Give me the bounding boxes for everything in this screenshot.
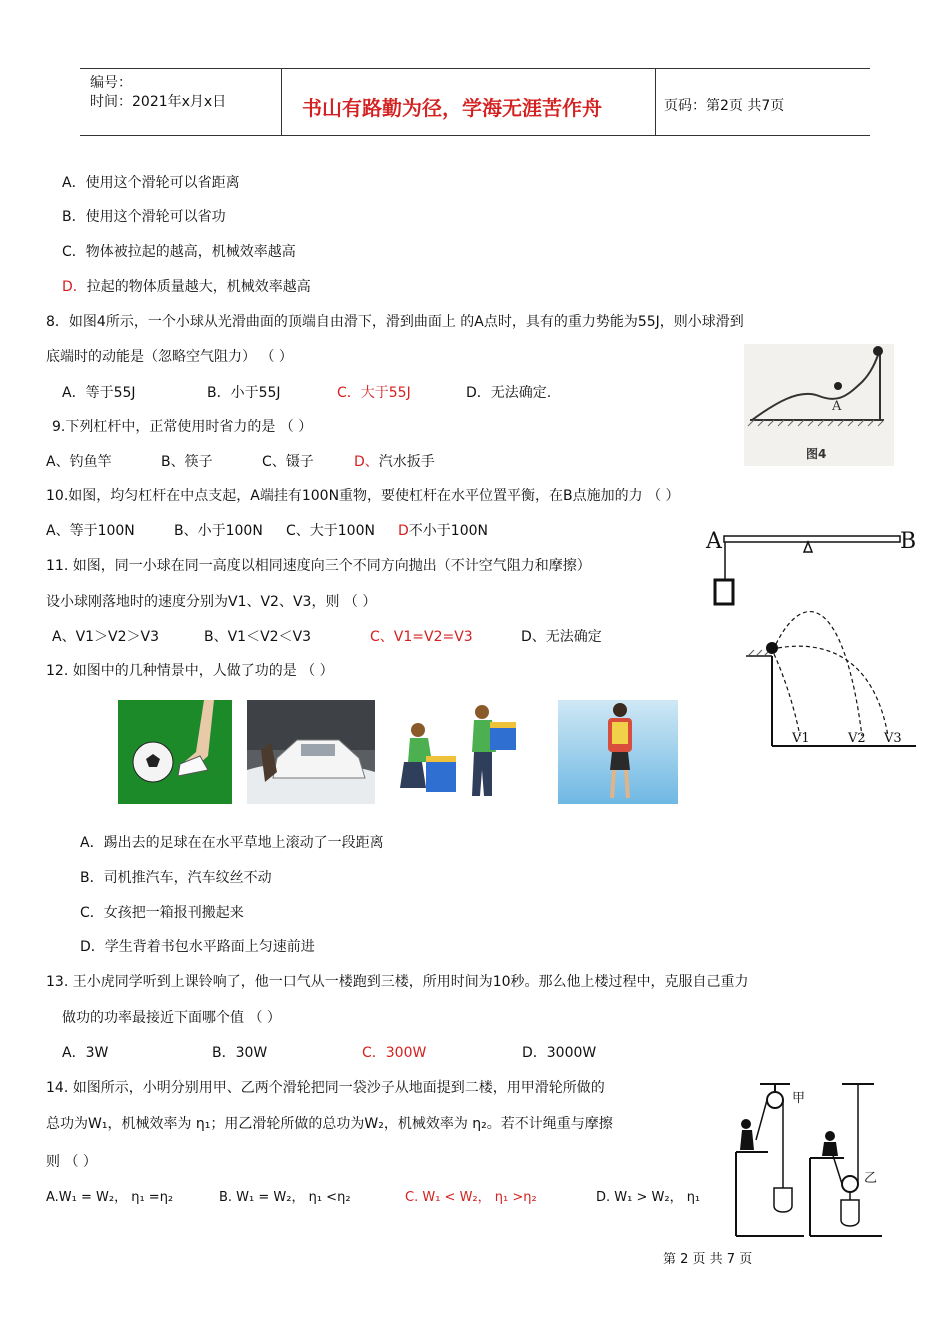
projectile-svg	[744, 596, 920, 752]
q13-option-b: B．30W	[212, 1045, 268, 1061]
q8-option-a: A．等于55J	[62, 385, 136, 401]
q12-option-d: D．学生背着书包水平路面上匀速前进	[80, 939, 315, 955]
q13-stem-line2: 做功的功率最接近下面哪个值 （ ）	[62, 1010, 281, 1026]
q12-stem: 12. 如图中的几种情景中，人做了功的是 （ ）	[46, 663, 334, 679]
student-backpack-image	[558, 700, 678, 804]
q10-option-d	[398, 520, 488, 540]
q10-stem: 10.如图，均匀杠杆在中点支起，A端挂有100N重物，要使杠杆在水平位置平衡，在B点施加的力 （ ）	[46, 488, 680, 504]
q14-option-d: D. W₁ > W₂， η₁	[596, 1190, 701, 1205]
q14-stem-line3: 则 （ ）	[46, 1154, 97, 1170]
q14-option-c: C. W₁ < W₂， η₁ >η₂	[405, 1190, 537, 1205]
lever-label-b: B	[900, 529, 917, 554]
lever-label-a: A	[706, 529, 722, 554]
q11-stem-line2: 设小球刚落地时的速度分别为V1、V2、V3，则 （ ）	[46, 594, 377, 610]
q9-option-c: C、镊子	[262, 454, 314, 470]
car-push-image	[247, 700, 375, 804]
figure-4-svg	[744, 344, 894, 466]
q8-option-d: D．无法确定.	[466, 385, 552, 401]
q12-option-c: C．女孩把一箱报刊搬起来	[80, 905, 244, 921]
q7-answer-letter: D．	[62, 279, 87, 295]
projectile-label-v1: V1	[792, 731, 810, 746]
pulley-figure	[734, 1080, 884, 1240]
number-label: 编号：	[90, 75, 132, 91]
q9-option-d	[354, 451, 435, 471]
q12-option-b: B．司机推汽车，汽车纹丝不动	[80, 870, 272, 886]
q9-option-b: B、筷子	[161, 454, 213, 470]
pulley-svg	[734, 1080, 884, 1240]
q13-stem-line1: 13. 王小虎同学听到上课铃响了，他一口气从一楼跑到三楼，所用时间为10秒。那么他上楼过程中，克服自己重力	[46, 974, 749, 990]
q8-stem-line1: 8．如图4所示，一个小球从光滑曲面的顶端自由滑下，滑到曲面上 的A点时，具有的重力势能为55J，则小球滑到	[46, 314, 744, 330]
pulley-label-yi: 乙	[864, 1171, 878, 1186]
time-label: 时间：2021年x月x日	[90, 94, 227, 110]
page-label: 页码：第2页 共7页	[664, 98, 785, 114]
q12-option-a: A．踢出去的足球在在水平草地上滚动了一段距离	[80, 835, 384, 851]
q10-option-b: B、小于100N	[174, 523, 263, 539]
q8-stem-line2: 底端时的动能是（忽略空气阻力） （ ）	[46, 349, 293, 365]
q9-option-a: A、钓鱼竿	[46, 454, 112, 470]
q9-answer-letter: D、	[354, 454, 379, 470]
q14-stem-line1: 14. 如图所示，小明分别用甲、乙两个滑轮把同一袋沙子从地面提到二楼，用甲滑轮所做的	[46, 1080, 605, 1096]
q11-option-c: C、V1=V2=V3	[370, 629, 473, 645]
q10-option-d-text: 不小于100N	[408, 523, 488, 539]
q7-option-d	[62, 276, 311, 296]
q10-option-a: A、等于100N	[46, 523, 135, 539]
motto: 书山有路勤为径，学海无涯苦作舟	[302, 96, 602, 120]
q8-option-c: C．大于55J	[337, 385, 411, 401]
pulley-label-jia: 甲	[792, 1091, 806, 1106]
q10-answer-letter: D	[398, 523, 409, 539]
q14-option-b: B. W₁ = W₂， η₁ <η₂	[219, 1190, 351, 1205]
q11-option-d: D、无法确定	[521, 629, 602, 645]
soccer-kick-image	[118, 700, 232, 804]
girl-lifting-box-image	[392, 700, 530, 804]
q11-option-a: A、V1＞V2＞V3	[52, 629, 160, 645]
q9-option-d-text: 汽水扳手	[378, 454, 435, 470]
projectile-figure	[744, 596, 920, 752]
q13-option-d: D．3000W	[522, 1045, 597, 1061]
projectile-label-v2: V2	[848, 731, 866, 746]
q14-option-a: A.W₁ = W₂， η₁ =η₂	[46, 1190, 174, 1205]
figure-4-caption: 图4	[806, 447, 827, 461]
q10-option-c: C、大于100N	[286, 523, 375, 539]
q7-option-a: A．使用这个滑轮可以省距离	[62, 175, 240, 191]
projectile-label-v3: V3	[884, 731, 902, 746]
q11-stem-line1: 11. 如图，同一小球在同一高度以相同速度向三个不同方向抛出（不计空气阻力和摩擦）	[46, 558, 591, 574]
figure-4-point-a: A	[832, 399, 842, 414]
q8-option-b: B．小于55J	[207, 385, 281, 401]
page-footer: 第 2 页 共 7 页	[663, 1252, 753, 1267]
q9-stem: 9.下列杠杆中，正常使用时省力的是 （ ）	[52, 419, 313, 435]
q7-option-c: C．物体被拉起的越高，机械效率越高	[62, 244, 296, 260]
q13-option-a: A．3W	[62, 1045, 109, 1061]
q13-option-c: C．300W	[362, 1045, 427, 1061]
q14-stem-line2: 总功为W₁，机械效率为 η₁；用乙滑轮所做的总功为W₂，机械效率为 η₂。若不计绳重与摩擦	[46, 1116, 613, 1132]
q7-option-d-text: 拉起的物体质量越大，机械效率越高	[86, 279, 311, 295]
figure-4-slope	[744, 344, 894, 466]
q7-option-b: B．使用这个滑轮可以省功	[62, 209, 226, 225]
q11-option-b: B、V1＜V2＜V3	[204, 629, 312, 645]
